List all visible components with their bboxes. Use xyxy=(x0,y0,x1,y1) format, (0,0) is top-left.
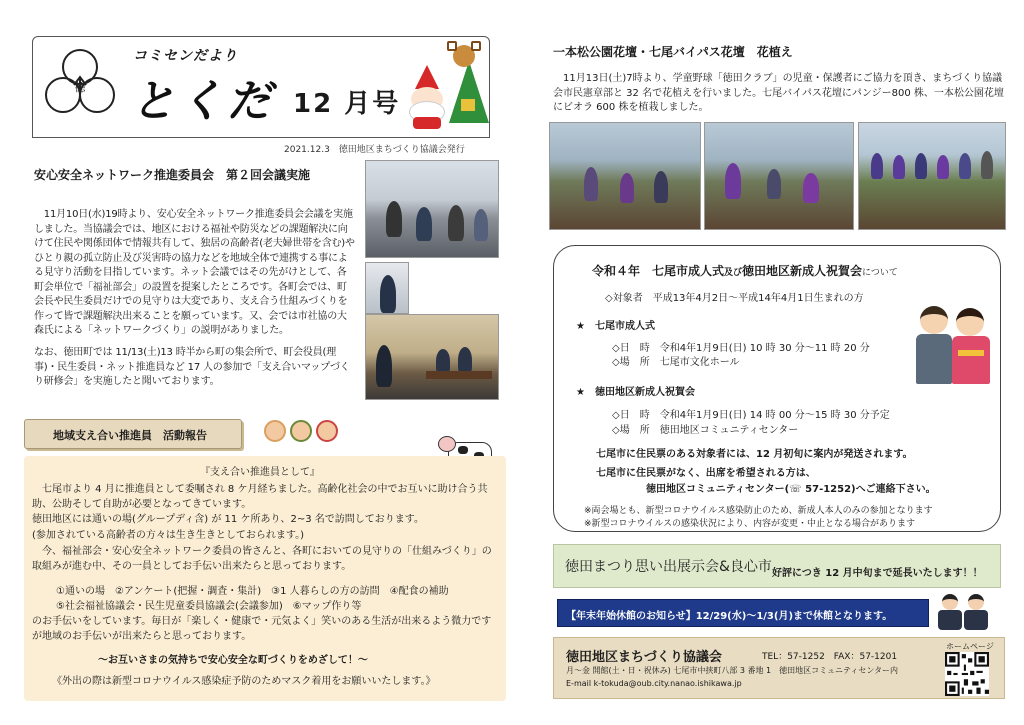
planting-photo-2 xyxy=(704,122,854,230)
planting-photo-1 xyxy=(549,122,701,230)
support-banner xyxy=(24,419,242,449)
support-subtitle: 『支え合い推進員として』 xyxy=(200,467,320,478)
couple-kimono-icon xyxy=(916,306,990,386)
city-ceremony-heading: ★ 七尾市成人式 xyxy=(576,321,655,332)
ceremony-target: ◇対象者 平成13年4月2日～平成14年4月1日生まれの方 xyxy=(605,293,864,304)
issue-month: 12 月号 xyxy=(293,89,401,119)
meeting-followup: なお、徳田町では 11/13(土)13 時半から町の集会所で、町会役員(理事)・民生委員・ネット推進員など 17 人の参加で「支え合いマップづくり研修会」を実施したと聞いております。 xyxy=(34,347,350,387)
ceremony-title-local: 徳田地区新成人祝賀会 xyxy=(742,264,863,278)
people-icon xyxy=(262,418,342,450)
holiday-notice xyxy=(557,599,929,627)
newsletter-title: とくだ xyxy=(131,76,275,127)
meeting-photo-3 xyxy=(365,314,499,400)
support-para-3: (参加されている高齢者の方々は生き生きとしておられます。) xyxy=(32,530,305,541)
emblem-icon xyxy=(41,45,119,123)
svg-text:徳: 徳 xyxy=(74,81,86,94)
notice-residents: 七尾市に住民票のある対象者には、12 月初旬に案内が発送されます。 xyxy=(596,449,913,460)
support-para-4: 今、福祉部会・安心安全ネットワーク委員の皆さんと、各町においての見守りの「仕組みづくり」の取組みが進む中、その一員としてお手伝い出来たらと思っております。 xyxy=(32,546,492,572)
city-ceremony-place: ◇場 所 七尾市文化ホール xyxy=(612,357,740,368)
series-name: コミセンだより xyxy=(133,48,238,64)
dateline: 2021.12.3 徳田地区まちづくり協議会発行 xyxy=(284,145,465,155)
support-list-2: ⑤社会福祉協議会・民生児童委員協議会(会議参加) ⑥マップ作り等 xyxy=(56,601,362,612)
support-para-1: 七尾市より 4 月に推進員として委嘱され 8 ケ月経ちました。高齢化社会の中でお互いに助け合う共助、公助そして自助が必要となってきています。 xyxy=(32,484,488,510)
festival-title: 徳田まつり思い出展示会&良心市 xyxy=(565,559,772,575)
local-ceremony-heading: ★ 徳田地区新成人祝賀会 xyxy=(576,387,695,398)
ceremony-title-main: 令和４年 七尾市成人式 xyxy=(592,264,725,278)
ceremony-title-join: 及び xyxy=(724,268,743,278)
footer-org: 徳田地区まちづくり協議会 xyxy=(566,650,722,665)
notice-contact: 徳田地区コミュニティセンター(☏ 57-1252)へご連絡下さい。 xyxy=(646,484,936,495)
staff-icon xyxy=(938,594,990,630)
festival-extension: 好評につき 12 月中旬まで延長いたします！！ xyxy=(772,568,983,579)
planting-photo-3 xyxy=(858,122,1006,230)
meeting-photo-2 xyxy=(365,262,409,314)
ceremony-footnote-2: ※新型コロナウイルスの感染状況により、内容が変更・中止となる場合があります xyxy=(584,519,916,529)
support-banner-label: 地域支え合い推進員 活動報告 xyxy=(53,429,207,442)
support-slogan: ～お互いさまの気持ちで安心安全な町づくりをめざして！～ xyxy=(98,655,368,666)
ceremony-title xyxy=(592,262,898,279)
mask-note: 《外出の際は新型コロナウイルス感染症予防のためマスク着用をお願いいたします。》 xyxy=(52,676,436,687)
ceremony-title-suffix: について xyxy=(862,268,898,278)
support-list-1: ①通いの場 ②アンケート(把握・調査・集計) ③1 人暮らしの方の訪問 ④配食の補助 xyxy=(56,586,449,597)
homepage-label: ホームページ xyxy=(946,642,994,651)
footer-phone: TEL：57-1252 FAX：57-1201 xyxy=(762,652,898,662)
planting-body: 11月13日(土)7時より、学童野球「徳田クラブ」の児童・保護者にご協力を頂き、まちづくり協議会市民憲章部と 32 名で花植えを行いました。七尾バイパス花壇にパンジー800 株、一本松公園花壇にビオラ 600 株を植栽しました。 xyxy=(553,73,1004,113)
meeting-photo-1 xyxy=(365,160,499,258)
masthead xyxy=(32,36,490,138)
footer-hours: 月～金 開館(土・日・祝休み) 七尾市中挟町八部 3 番地 1 徳田地区コミュニティセンター内 xyxy=(566,666,899,675)
meeting-heading: 安心安全ネットワーク推進委員会 第２回会議実施 xyxy=(34,168,311,182)
city-ceremony-date: ◇日 時 令和4年1月9日(日) 10 時 30 分～11 時 20 分 xyxy=(612,343,870,354)
reindeer-icon xyxy=(441,41,487,127)
footer-email: E-mail k-tokuda@oub.city.nanao.ishikawa.jp xyxy=(566,679,742,688)
ceremony-footnote-1: ※両会場とも、新型コロナウイルス感染防止のため、新成人本人のみの参加となります xyxy=(584,506,933,516)
planting-heading: 一本松公園花壇・七尾バイパス花壇 花植え xyxy=(553,45,793,59)
qr-code-icon[interactable] xyxy=(945,652,989,696)
meeting-body: 11月10日(水)19時より、安心安全ネットワーク推進委員会会議を実施しました。当協議会では、地区における福祉や防災などの課題解決に向けて住民や関係団体で情報共有して、独居の高齢者(老夫婦世帯を含む)やひとり親の孤立防止及び災害時の協力などを地域全体で連携する事による見守り活動を目指しています。ネット会議ではその先がけとして、各町会単位で「福祉部会」の設置を提案したところです。各町会では、町会長や民生委員だけでの見守りは大変であり、支え合う仕組みづくりを作って皆で課題解決出来ることを願っています。又、会では市社協の大森氏による「ネットワークづくり」の説明がありました。 xyxy=(34,209,355,336)
local-ceremony-place: ◇場 所 徳田地区コミュニティセンター xyxy=(612,425,799,436)
holiday-notice-text: 【年末年始休館のお知らせ】12/29(水)～1/3(月)まで休館となります。 xyxy=(566,611,893,622)
support-para-5: のお手伝いをしています。毎日が「楽しく・健康で・元気よく」笑いのある生活が出来るよう微力ですが地域のお手伝いが出来たらと思っております。 xyxy=(32,616,492,642)
local-ceremony-date: ◇日 時 令和4年1月9日(日) 14 時 00 分～15 時 30 分予定 xyxy=(612,410,890,421)
support-para-2: 徳田地区には通いの場(グループディ含) が 11 ケ所あり、2~3 名で訪問しております。 xyxy=(32,514,424,525)
notice-nonresidents: 七尾市に住民票がなく、出席を希望される方は、 xyxy=(596,468,816,479)
